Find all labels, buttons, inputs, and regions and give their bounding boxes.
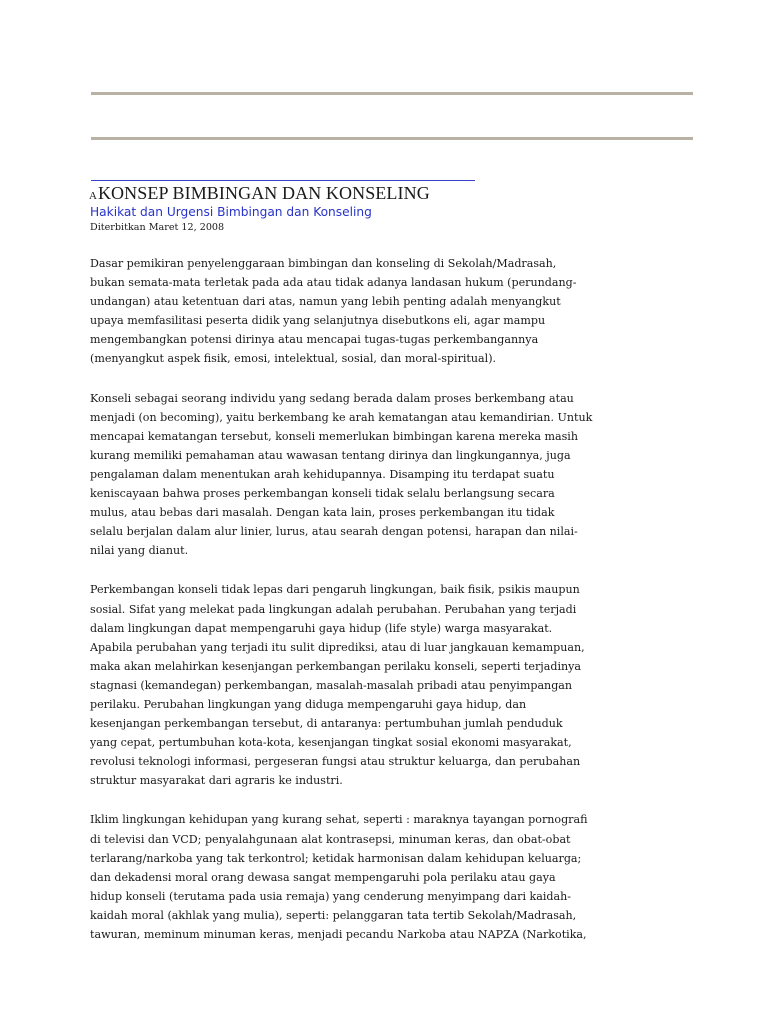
paragraph-line: struktur masyarakat dari agraris ke industri.: [90, 774, 343, 788]
paragraph-line: bukan semata-mata terletak pada ada atau tidak adanya landasan hukum (perundang-: [90, 276, 577, 290]
paragraph-line: tawuran, meminum minuman keras, menjadi pecandu Narkoba atau NAPZA (Narkotika,: [90, 928, 587, 941]
paragraph-line: undangan) atau ketentuan dari atas, namun yang lebih penting adalah menyangkut: [90, 295, 561, 309]
paragraph-line: mencapai kematangan tersebut, konseli memerlukan bimbingan karena mereka masih: [90, 429, 578, 443]
paragraph-line: keniscayaan bahwa proses perkembangan konseli tidak selalu berlangsung secara: [90, 487, 555, 501]
paragraph-line: nilai yang dianut.: [90, 544, 189, 558]
publish-date: Diterbitkan Maret 12, 2008: [90, 222, 225, 233]
paragraph-line: stagnasi (kemandegan) perkembangan, masalah-masalah pribadi atau penyimpangan: [90, 678, 573, 692]
article-subtitle-link[interactable]: Hakikat dan Urgensi Bimbingan dan Konseling: [90, 205, 372, 219]
paragraph-line: kesenjangan perkembangan tersebut, di antaranya: pertumbuhan jumlah penduduk: [90, 717, 563, 731]
title-link-underline: [91, 180, 475, 181]
paragraph-line: Dasar pemikiran penyelenggaraan bimbingan dan konseling di Sekolah/Madrasah,: [90, 257, 557, 270]
paragraph-line: upaya memfasilitasi peserta didik yang selanjutnya disebutkons eli, agar mampu: [90, 314, 546, 328]
article-paragraph: [90, 389, 593, 561]
paragraph-line: revolusi teknologi informasi, pergeseran fungsi atau struktur keluarga, dan perubahan: [90, 755, 581, 769]
top-divider: [91, 92, 693, 95]
paragraph-line: dan dekadensi moral orang dewasa sangat mempengaruhi pola perilaku atau gaya: [90, 870, 556, 884]
paragraph-line: pengalaman dalam menentukan arah kehidupannya. Disamping itu terdapat suatu: [90, 467, 555, 481]
section-marker: A: [89, 190, 97, 202]
article-paragraph: [90, 810, 588, 944]
paragraph-line: mengembangkan potensi dirinya atau mencapai tugas-tugas perkembangannya: [90, 333, 539, 347]
paragraph-line: di televisi dan VCD; penyalahgunaan alat kontrasepsi, minuman keras, dan obat-obat: [90, 832, 571, 846]
article-paragraph: [90, 580, 585, 790]
paragraph-line: yang cepat, pertumbuhan kota-kota, kesenjangan tingkat sosial ekonomi masyarakat,: [90, 736, 572, 750]
paragraph-line: kurang memiliki pemahaman atau wawasan tentang dirinya dan lingkungannya, juga: [90, 448, 571, 462]
paragraph-line: kaidah moral (akhlak yang mulia), seperti: pelanggaran tata tertib Sekolah/Madrasah,: [90, 908, 577, 922]
article-heading: [89, 183, 430, 204]
paragraph-line: Apabila perubahan yang terjadi itu sulit diprediksi, atau di luar jangkauan kemampuan,: [90, 640, 585, 654]
paragraph-line: Perkembangan konseli tidak lepas dari pengaruh lingkungan, baik fisik, psikis maupun: [90, 583, 580, 597]
paragraph-line: hidup konseli (terutama pada usia remaja) yang cenderung menyimpang dari kaidah-: [90, 889, 572, 903]
header-divider: [91, 137, 693, 140]
paragraph-line: mulus, atau bebas dari masalah. Dengan kata lain, proses perkembangan itu tidak: [90, 506, 555, 520]
paragraph-line: sosial. Sifat yang melekat pada lingkungan adalah perubahan. Perubahan yang terjadi: [90, 602, 577, 616]
article-paragraph: [90, 254, 577, 369]
paragraph-line: maka akan melahirkan kesenjangan perkembangan perilaku konseli, seperti terjadinya: [90, 659, 582, 673]
paragraph-line: dalam lingkungan dapat mempengaruhi gaya hidup (life style) warga masyarakat.: [90, 621, 553, 635]
article-body: [90, 254, 593, 964]
paragraph-line: Konseli sebagai seorang individu yang sedang berada dalam proses berkembang atau: [90, 391, 574, 405]
paragraph-line: Iklim lingkungan kehidupan yang kurang sehat, seperti : maraknya tayangan pornografi: [90, 813, 588, 827]
article-title: KONSEP BIMBINGAN DAN KONSELING: [97, 183, 430, 203]
paragraph-line: selalu berjalan dalam alur linier, lurus, atau searah dengan potensi, harapan dan nilai-: [90, 525, 578, 539]
paragraph-line: terlarang/narkoba yang tak terkontrol; ketidak harmonisan dalam kehidupan keluarga;: [90, 851, 582, 865]
paragraph-line: (menyangkut aspek fisik, emosi, intelektual, sosial, dan moral-spiritual).: [90, 352, 497, 366]
paragraph-line: menjadi (on becoming), yaitu berkembang ke arah kematangan atau kemandirian. Untuk: [90, 410, 593, 424]
paragraph-line: perilaku. Perubahan lingkungan yang diduga mempengaruhi gaya hidup, dan: [90, 697, 527, 711]
